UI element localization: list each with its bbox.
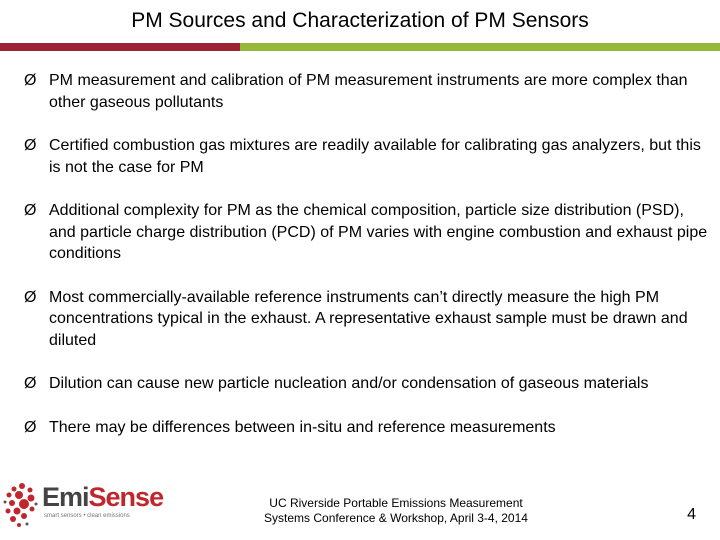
bullet-item [24,135,708,178]
arrow-bullet-icon: Ø [24,72,37,89]
bullet-text: There may be differences between in-situ and reference measurements [49,418,556,436]
bullet-item [24,200,708,265]
emisense-logo [2,480,164,530]
bullet-item [24,287,708,352]
logo-wordmark [42,483,163,511]
logo-tagline: smart sensors • clean emissions [44,513,130,519]
bullet-item [24,373,708,395]
slide-title: PM Sources and Characterization of PM Sensors [131,9,589,32]
bullet-text: Dilution can cause new particle nucleation and/or condensation of gaseous materials [49,375,649,392]
title-rule-red [0,43,240,51]
arrow-bullet-icon: Ø [24,418,37,436]
bullet-text: Most commercially-available reference instruments can’t directly measure the high PM concentrations typical in the exhaust. A representative exhaust sample must be drawn and diluted [49,288,688,349]
arrow-bullet-icon: Ø [24,202,37,219]
bullet-text: Certified combustion gas mixtures are readily available for calibrating gas analyzers, but this is not the case for PM [49,137,701,176]
bullet-text: Additional complexity for PM as the chemical composition, particle size distribution (PSD), and particle charge distribution (PCD) of PM varies with engine combustion and exhaust pipe conditions [49,202,708,262]
footer-line-1: UC Riverside Portable Emissions Measurement [269,496,523,510]
title-rule-green [240,43,720,51]
bullet-item [24,70,708,113]
bullet-text: PM measurement and calibration of PM measurement instruments are more complex than other gaseous pollutants [49,72,688,111]
footer-text [236,496,556,526]
arrow-bullet-icon: Ø [24,375,37,392]
bullet-list [24,70,708,438]
molecule-icon [2,480,42,530]
logo-wordmark-emi: Emi [42,482,89,512]
page-number: 4 [687,506,696,523]
logo-wordmark-sense: Sense [88,482,164,512]
bullet-item [24,417,708,439]
arrow-bullet-icon: Ø [24,137,37,154]
footer-line-2: Systems Conference & Workshop, April 3-4, 2014 [264,511,528,525]
arrow-bullet-icon: Ø [24,288,37,306]
